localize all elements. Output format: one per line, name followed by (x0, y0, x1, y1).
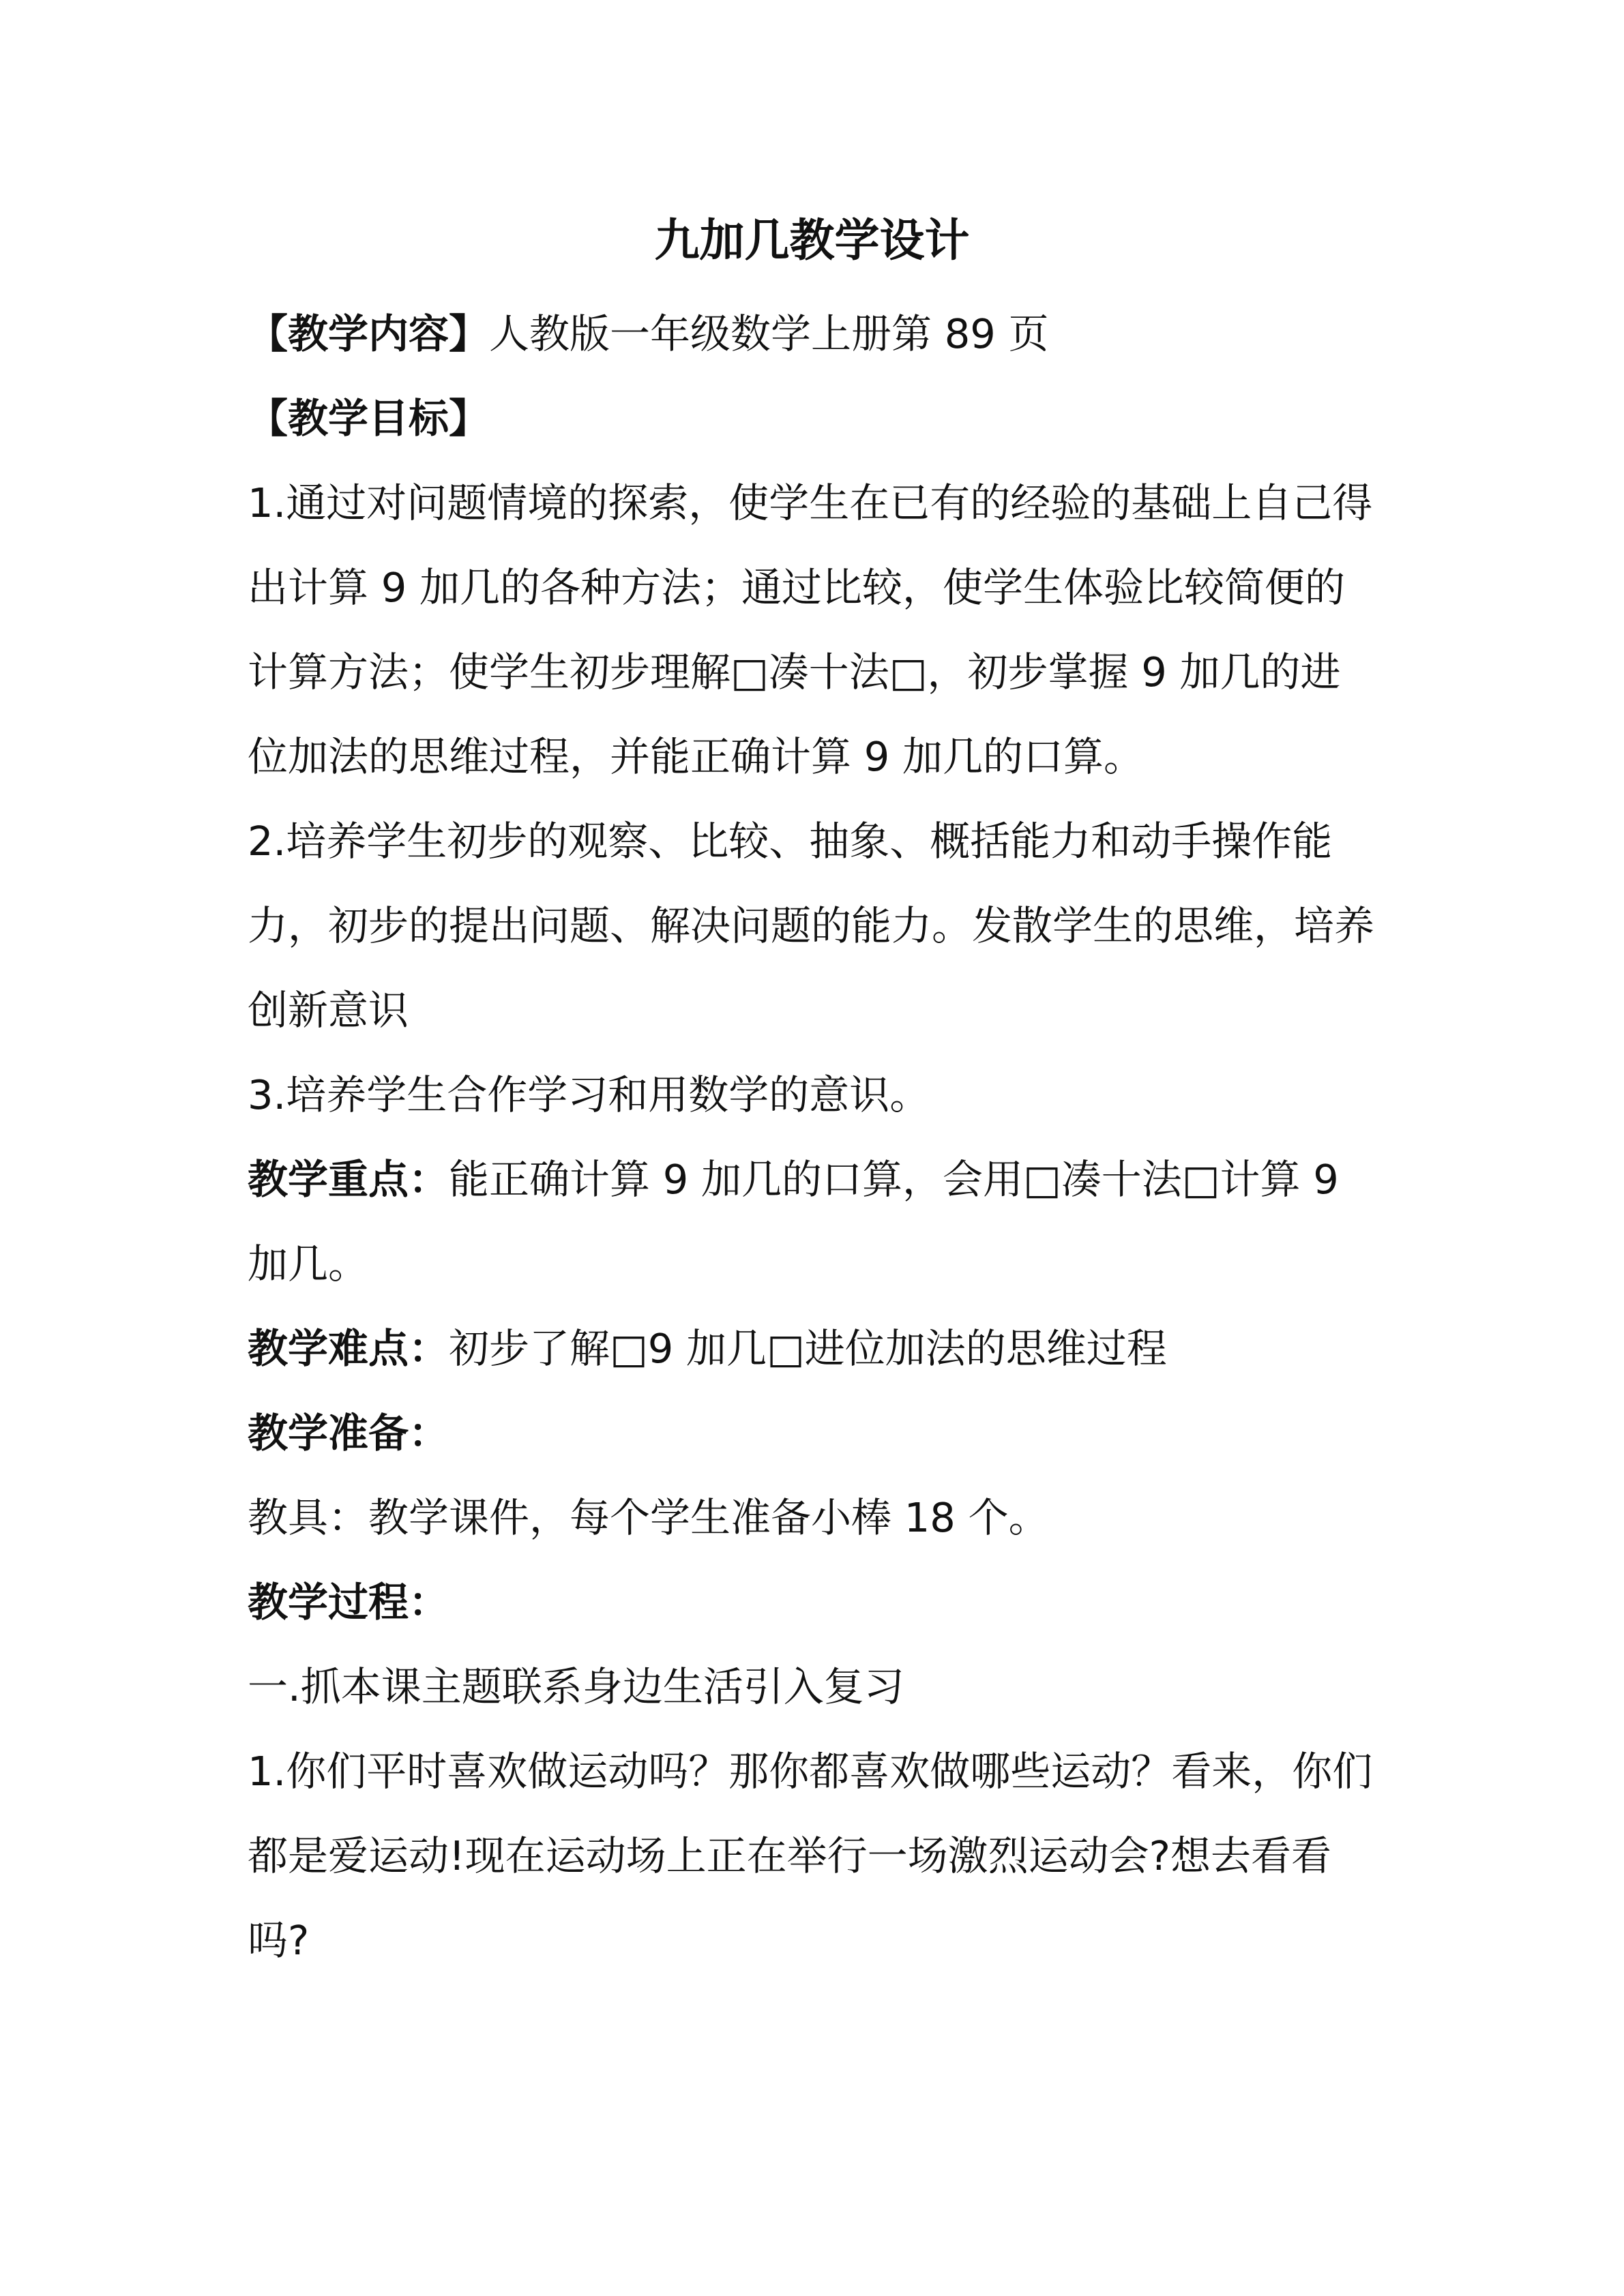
goal-1: 1.通过对问题情境的探索，使学生在已有的经验的基础上自己得出计算 9 加几的各种方法；通过比较，使学生体验比较简便的计算方法；使学生初步理解□凑十法□，初步掌握 9 加几的进位加法的思维过程，并能正确计算 9 加几的口算。 (248, 479, 1373, 780)
difficulty-paragraph (248, 1307, 1380, 1391)
teaching-content-text: 人教版一年级数学上册第 89 页 (489, 310, 1049, 357)
process-item-1: 1.你们平时喜欢做运动吗？那你都喜欢做哪些运动？看来，你们都是爱运动!现在运动场上正在举行一场激烈运动会?想去看看吗? (248, 1748, 1373, 1964)
section-1-heading: 一.抓本课主题联系身边生活引入复习 (248, 1663, 904, 1710)
teaching-goals-label: 【教学目标】 (248, 395, 490, 442)
difficulty-text: 初步了解□9 加几□进位加法的思维过程 (449, 1325, 1167, 1372)
preparation-label: 教学准备： (248, 1410, 449, 1457)
teaching-content-paragraph (248, 292, 1380, 376)
key-point-paragraph (248, 1137, 1380, 1307)
goal-2: 2.培养学生初步的观察、比较、抽象、概括能力和动手操作能力，初步的提出问题、解决问题的能力。发散学生的思维，培养创新意识 (248, 818, 1375, 1034)
document-title: 九加几教学设计 (654, 214, 970, 267)
key-point-text: 能正确计算 9 加几的口算，会用□凑十法□计算 9 加几。 (248, 1156, 1339, 1287)
difficulty-label: 教学难点： (248, 1325, 449, 1372)
teaching-content-label: 【教学内容】 (248, 310, 490, 357)
goal-3: 3.培养学生合作学习和用数学的意识。 (248, 1071, 930, 1118)
document-body (248, 292, 1380, 1983)
preparation-text: 教具：教学课件，每个学生准备小棒 18 个。 (248, 1494, 1049, 1541)
key-point-label: 教学重点： (248, 1156, 449, 1203)
process-label: 教学过程： (248, 1579, 449, 1626)
